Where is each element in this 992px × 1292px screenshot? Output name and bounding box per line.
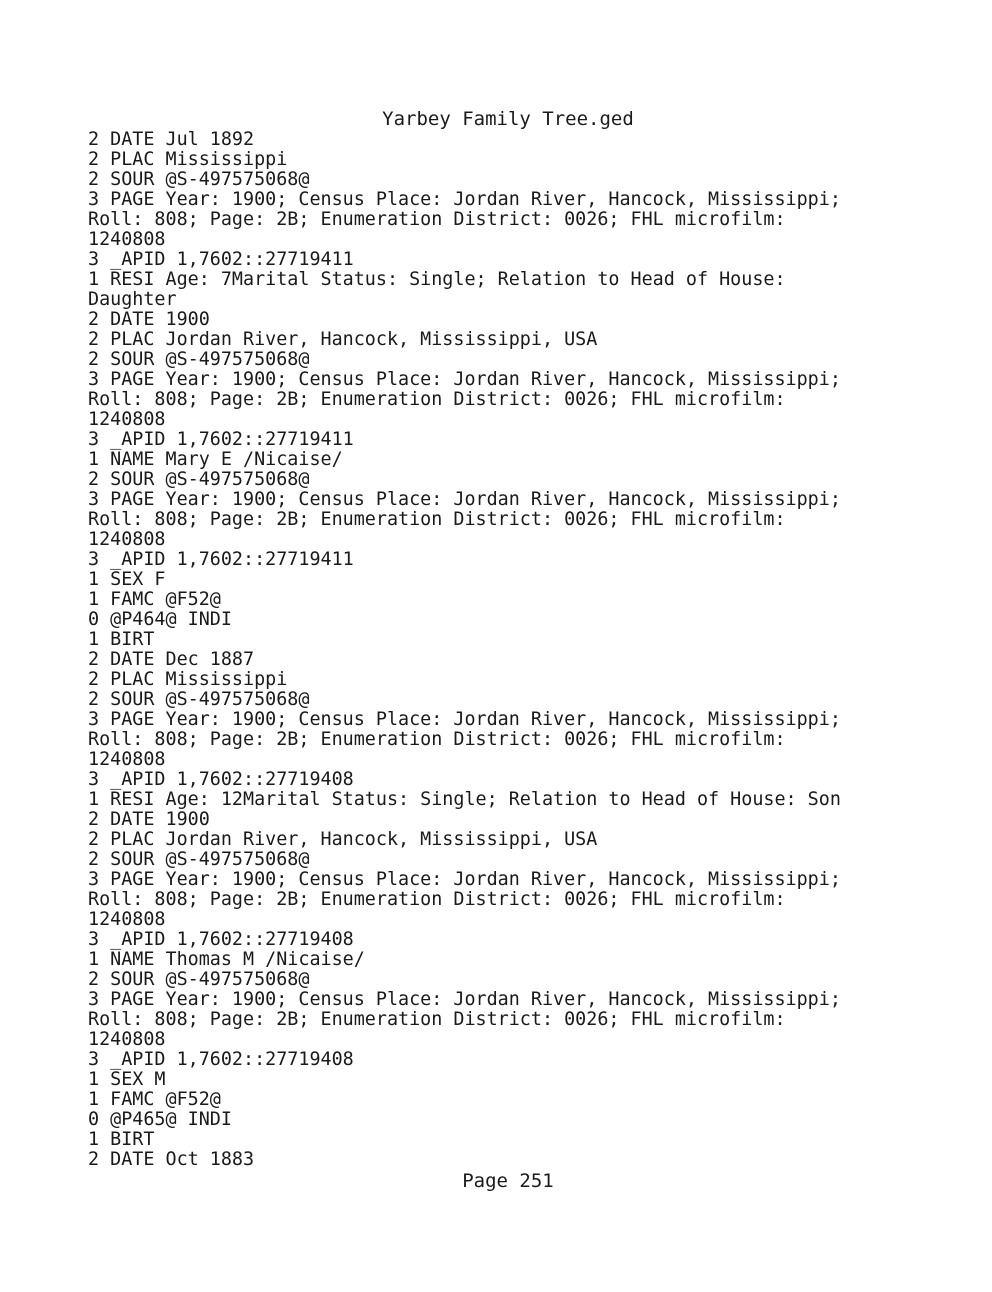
gedcom-line: 3 PAGE Year: 1900; Census Place: Jordan River, Hancock, Mississippi; [88, 489, 841, 510]
gedcom-line: 1 RESI Age: 12Marital Status: Single; Relation to Head of House: Son [88, 789, 841, 810]
gedcom-line: 3 _APID 1,7602::27719411 [88, 549, 354, 570]
gedcom-line: 2 SOUR @S-497575068@ [88, 469, 310, 490]
gedcom-line: 3 PAGE Year: 1900; Census Place: Jordan River, Hancock, Mississippi; [88, 189, 841, 210]
gedcom-line: 1 BIRT [88, 629, 155, 650]
gedcom-line: 2 SOUR @S-497575068@ [88, 849, 310, 870]
gedcom-line: 1 SEX F [88, 569, 166, 590]
gedcom-line: 3 PAGE Year: 1900; Census Place: Jordan River, Hancock, Mississippi; [88, 709, 841, 730]
gedcom-line: 0 @P465@ INDI [88, 1109, 232, 1130]
gedcom-line: 1 FAMC @F52@ [88, 1089, 221, 1110]
gedcom-line: 3 _APID 1,7602::27719411 [88, 429, 354, 450]
gedcom-line: 2 PLAC Jordan River, Hancock, Mississippi, USA [88, 829, 598, 850]
gedcom-line: 2 DATE 1900 [88, 809, 210, 830]
gedcom-line: 2 PLAC Mississippi [88, 669, 288, 690]
gedcom-line: 2 SOUR @S-497575068@ [88, 689, 310, 710]
gedcom-line: 1240808 [88, 409, 166, 430]
gedcom-line: 2 SOUR @S-497575068@ [88, 349, 310, 370]
gedcom-line: Roll: 808; Page: 2B; Enumeration District: 0026; FHL microfilm: [88, 729, 786, 750]
gedcom-line: Roll: 808; Page: 2B; Enumeration District: 0026; FHL microfilm: [88, 389, 786, 410]
gedcom-line: 2 DATE Jul 1892 [88, 129, 255, 150]
gedcom-text-body [88, 130, 928, 1170]
gedcom-line: Roll: 808; Page: 2B; Enumeration District: 0026; FHL microfilm: [88, 1009, 786, 1030]
gedcom-line: 1 BIRT [88, 1129, 155, 1150]
gedcom-line: 3 _APID 1,7602::27719411 [88, 249, 354, 270]
gedcom-line: 3 _APID 1,7602::27719408 [88, 929, 354, 950]
page-header-title: Yarbey Family Tree.ged [382, 108, 634, 130]
gedcom-line: 2 SOUR @S-497575068@ [88, 169, 310, 190]
gedcom-line: Roll: 808; Page: 2B; Enumeration District: 0026; FHL microfilm: [88, 209, 786, 230]
gedcom-line: 1240808 [88, 529, 166, 550]
gedcom-line: 2 PLAC Jordan River, Hancock, Mississippi, USA [88, 329, 598, 350]
gedcom-line: 2 DATE Dec 1887 [88, 649, 255, 670]
gedcom-line: 2 SOUR @S-497575068@ [88, 969, 310, 990]
gedcom-line: 1 RESI Age: 7Marital Status: Single; Relation to Head of House: [88, 269, 786, 290]
gedcom-line: 0 @P464@ INDI [88, 609, 232, 630]
gedcom-line: 1240808 [88, 1029, 166, 1050]
gedcom-line: Daughter [88, 289, 177, 310]
gedcom-line: 2 DATE 1900 [88, 309, 210, 330]
gedcom-line: 2 PLAC Mississippi [88, 149, 288, 170]
gedcom-line: 1 NAME Thomas M /Nicaise/ [88, 949, 365, 970]
page-number: Page 251 [462, 1170, 554, 1192]
gedcom-line: Roll: 808; Page: 2B; Enumeration District: 0026; FHL microfilm: [88, 509, 786, 530]
gedcom-line: 3 PAGE Year: 1900; Census Place: Jordan River, Hancock, Mississippi; [88, 989, 841, 1010]
gedcom-line: 1 NAME Mary E /Nicaise/ [88, 449, 343, 470]
gedcom-line: 1240808 [88, 749, 166, 770]
gedcom-line: 1 FAMC @F52@ [88, 589, 221, 610]
gedcom-line: 2 DATE Oct 1883 [88, 1149, 255, 1170]
gedcom-line: Roll: 808; Page: 2B; Enumeration District: 0026; FHL microfilm: [88, 889, 786, 910]
gedcom-line: 3 _APID 1,7602::27719408 [88, 1049, 354, 1070]
gedcom-line: 3 _APID 1,7602::27719408 [88, 769, 354, 790]
gedcom-line: 3 PAGE Year: 1900; Census Place: Jordan River, Hancock, Mississippi; [88, 369, 841, 390]
gedcom-line: 1 SEX M [88, 1069, 166, 1090]
gedcom-line: 1240808 [88, 229, 166, 250]
gedcom-line: 3 PAGE Year: 1900; Census Place: Jordan River, Hancock, Mississippi; [88, 869, 841, 890]
gedcom-line: 1240808 [88, 909, 166, 930]
